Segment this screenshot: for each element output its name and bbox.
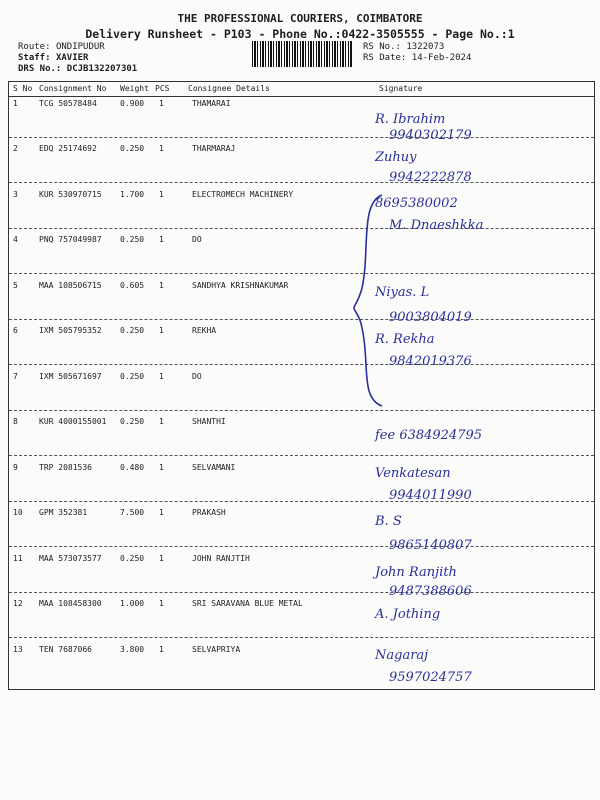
- row-pcs: 1: [159, 645, 164, 654]
- row-consignment: KUR 4000155001: [39, 417, 107, 426]
- row-pcs: 1: [159, 508, 164, 517]
- rs-date-value: 14-Feb-2024: [411, 53, 472, 63]
- signature-handwriting: 9942222878: [389, 170, 472, 185]
- row-pcs: 1: [159, 599, 164, 608]
- rs-date-label: RS Date:: [363, 53, 407, 63]
- row-sno: 9: [13, 463, 18, 472]
- row-weight: 0.250: [120, 417, 145, 426]
- row-consignee: SHANTHI: [192, 417, 226, 426]
- rs-no-label: RS No.:: [363, 42, 401, 52]
- row-weight: 0.250: [120, 235, 145, 244]
- row-pcs: 1: [159, 417, 164, 426]
- row-sno: 10: [13, 508, 23, 517]
- row-sno: 6: [13, 326, 18, 335]
- signature-handwriting: Niyas. L: [375, 285, 430, 300]
- row-consignment: MAA 108458300: [39, 599, 102, 608]
- signature-handwriting: R. Rekha: [375, 332, 435, 347]
- staff-label: Staff:: [18, 53, 51, 63]
- row-sno: 2: [13, 144, 18, 153]
- signature-handwriting: Nagaraj: [375, 648, 429, 663]
- signature-handwriting: B. S: [375, 514, 402, 529]
- route-value: ONDIPUDUR: [55, 42, 105, 52]
- row-consignment: TCG 50578484: [39, 99, 97, 108]
- signature-handwriting: fee 6384924795: [375, 428, 483, 443]
- row-consignment: MAA 573073577: [39, 554, 102, 563]
- drs-line: [18, 64, 137, 74]
- staff-line: [18, 53, 88, 63]
- row-consignee: DO: [192, 235, 202, 244]
- row-sno: 1: [13, 99, 18, 108]
- row-divider: [9, 455, 594, 456]
- row-divider: [9, 501, 594, 502]
- row-sno: 3: [13, 190, 18, 199]
- row-consignee: JOHN RANJTIH: [192, 554, 250, 563]
- row-weight: 0.250: [120, 144, 145, 153]
- page-subtitle: Delivery Runsheet - P103 - Phone No.:0422-3505555 - Page No.:1: [85, 27, 515, 41]
- route-label: Route:: [18, 42, 51, 52]
- header-consignee: Consignee Details: [188, 84, 270, 93]
- row-weight: 3.800: [120, 645, 145, 654]
- rs-date-line: [363, 53, 471, 63]
- rs-no-value: 1322073: [406, 42, 445, 52]
- row-pcs: 1: [159, 281, 164, 290]
- signature-handwriting: 9842019376: [389, 354, 472, 369]
- drs-label: DRS No.:: [18, 64, 62, 74]
- header-pcs: PCS: [155, 84, 170, 93]
- row-sno: 4: [13, 235, 18, 244]
- row-weight: 1.000: [120, 599, 145, 608]
- row-divider: [9, 273, 594, 274]
- row-weight: 0.250: [120, 326, 145, 335]
- row-pcs: 1: [159, 190, 164, 199]
- row-weight: 0.480: [120, 463, 145, 472]
- row-pcs: 1: [159, 144, 164, 153]
- row-consignee: SELVAPRIYA: [192, 645, 241, 654]
- row-sno: 5: [13, 281, 18, 290]
- row-sno: 12: [13, 599, 23, 608]
- row-pcs: 1: [159, 235, 164, 244]
- row-pcs: 1: [159, 463, 164, 472]
- row-consignment: PNQ 757049987: [39, 235, 102, 244]
- row-divider: [9, 637, 594, 638]
- header-sno: S No: [13, 84, 33, 93]
- signature-handwriting: Venkatesan: [375, 466, 451, 481]
- row-consignee: ELECTROMECH MACHINERY: [192, 190, 294, 199]
- bracket-mark: [352, 193, 386, 408]
- row-consignment: GPM 352381: [39, 508, 88, 517]
- row-divider: [9, 319, 594, 320]
- row-weight: 1.700: [120, 190, 145, 199]
- signature-handwriting: R. Ibrahim: [375, 112, 446, 127]
- row-pcs: 1: [159, 99, 164, 108]
- row-consignee: REKHA: [192, 326, 217, 335]
- signature-handwriting: 9487388606: [389, 584, 472, 599]
- row-weight: 0.250: [120, 554, 145, 563]
- row-consignee: SRI SARAVANA BLUE METAL: [192, 599, 303, 608]
- row-consignment: TEN 7687066: [39, 645, 92, 654]
- row-consignee: SELVAMANI: [192, 463, 236, 472]
- signature-handwriting: 9865140807: [389, 538, 472, 553]
- signature-handwriting: A. Jothing: [375, 607, 441, 622]
- row-divider: [9, 592, 594, 593]
- row-consignment: IXM 505795352: [39, 326, 102, 335]
- row-sno: 8: [13, 417, 18, 426]
- signature-handwriting: 9944011990: [389, 488, 472, 503]
- row-consignee: THARMARAJ: [192, 144, 236, 153]
- row-weight: 0.605: [120, 281, 145, 290]
- row-pcs: 1: [159, 326, 164, 335]
- row-weight: 0.250: [120, 372, 145, 381]
- header-signature: Signature: [379, 84, 423, 93]
- page-title: THE PROFESSIONAL COURIERS, COIMBATORE: [177, 12, 423, 25]
- rs-no-line: [363, 42, 444, 52]
- barcode: [252, 41, 352, 67]
- route-line: [18, 42, 105, 52]
- row-pcs: 1: [159, 372, 164, 381]
- signature-handwriting: M. Dnaeshkka: [389, 218, 484, 233]
- row-divider: [9, 228, 594, 229]
- row-consignee: DO: [192, 372, 202, 381]
- row-sno: 11: [13, 554, 23, 563]
- row-consignment: IXM 505671697: [39, 372, 102, 381]
- drs-value: DCJB132207301: [66, 64, 138, 74]
- row-divider: [9, 546, 594, 547]
- row-consignment: MAA 108506715: [39, 281, 102, 290]
- row-pcs: 1: [159, 554, 164, 563]
- runsheet-table: [8, 81, 595, 690]
- row-sno: 7: [13, 372, 18, 381]
- signature-handwriting: John Ranjith: [375, 565, 457, 580]
- row-consignment: EDQ 25174692: [39, 144, 97, 153]
- signature-handwriting: 9940302179: [389, 128, 472, 143]
- header-weight: Weight: [120, 84, 149, 93]
- signature-handwriting: 9597024757: [389, 670, 472, 685]
- row-consignment: KUR 530970715: [39, 190, 102, 199]
- row-consignee: PRAKASH: [192, 508, 226, 517]
- table-header: [9, 82, 594, 97]
- row-divider: [9, 137, 594, 138]
- row-weight: 7.500: [120, 508, 145, 517]
- row-consignee: SANDHYA KRISHNAKUMAR: [192, 281, 289, 290]
- row-divider: [9, 410, 594, 411]
- row-consignee: THAMARAI: [192, 99, 231, 108]
- header-consignment: Consignment No: [39, 84, 107, 93]
- row-weight: 0.900: [120, 99, 145, 108]
- signature-handwriting: Zuhuy: [375, 150, 417, 165]
- signature-handwriting: 8695380002: [375, 196, 458, 211]
- row-divider: [9, 182, 594, 183]
- staff-value: XAVIER: [55, 53, 89, 63]
- row-divider: [9, 364, 594, 365]
- row-consignment: TRP 2081536: [39, 463, 92, 472]
- row-sno: 13: [13, 645, 23, 654]
- signature-handwriting: 9003804019: [389, 310, 472, 325]
